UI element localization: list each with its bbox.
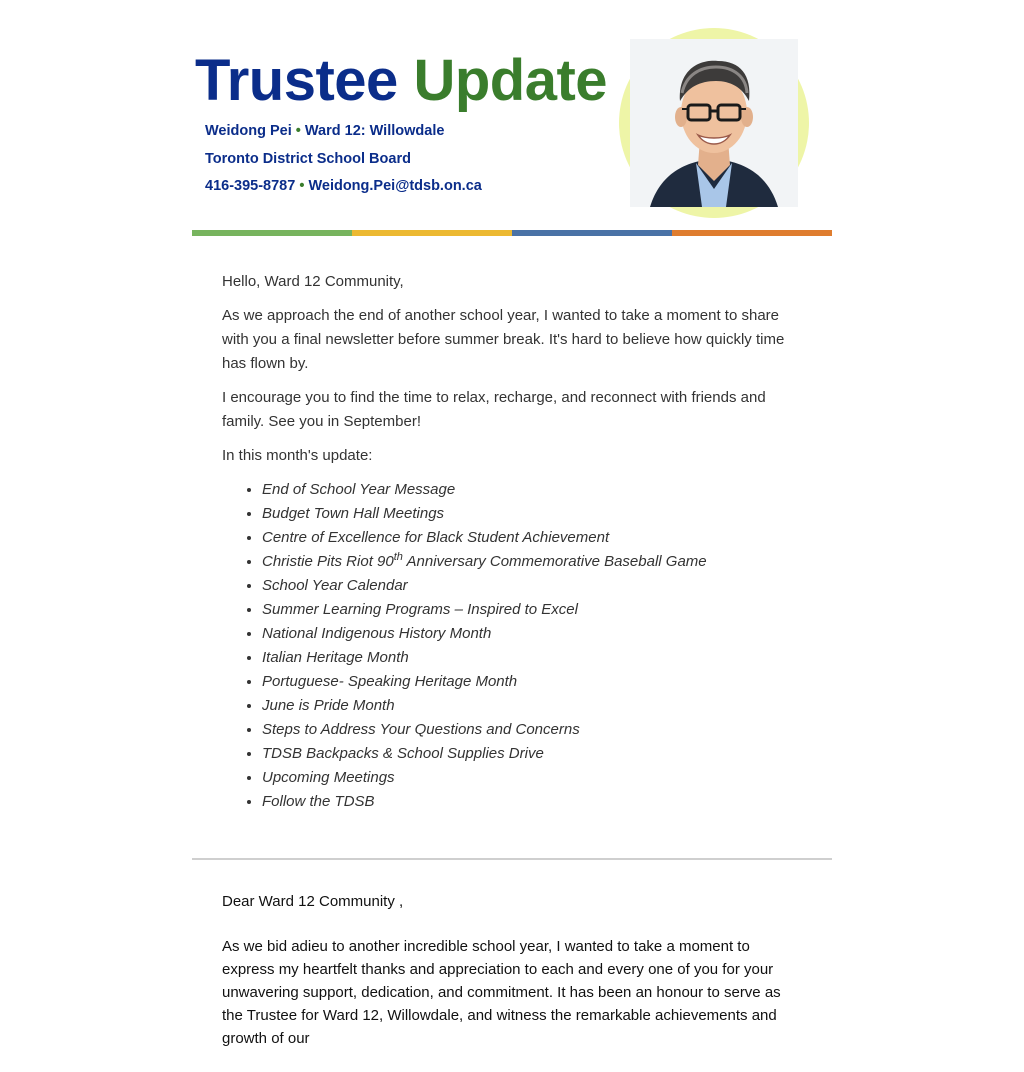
list-item: • School Year Calendar [262, 574, 802, 598]
letter-paragraph: As we bid adieu to another incredible school year, I wanted to take a moment to express my heartfelt thanks and appreciation to each and every one of you for your unwavering support, dedication, and commitment. It has been an honour to serve as the Trustee for Ward 12, Willowdale, and witness the remarkable achievements and growth of our [222, 938, 781, 1047]
list-item: • End of School Year Message [262, 478, 802, 502]
list-item: • Budget Town Hall Meetings [262, 502, 802, 526]
phone-number[interactable]: 416-395-8787 [205, 178, 296, 194]
intro-section [222, 270, 802, 814]
contact-line-name [205, 118, 482, 146]
list-item: • June is Pride Month [262, 694, 802, 718]
color-bar-yellow [352, 230, 512, 236]
list-item: • Italian Heritage Month [262, 646, 802, 670]
list-item: • Portuguese- Speaking Heritage Month [262, 670, 802, 694]
newsletter [192, 0, 832, 1047]
update-list-intro: In this month's update: [222, 447, 373, 464]
trustee-name: Weidong Pei [205, 123, 292, 139]
newsletter-header [192, 0, 832, 236]
intro-paragraph: As we approach the end of another school year, I wanted to take a moment to share with you a final newsletter before summer break. It's hard to believe how quickly time has flown by. [222, 307, 785, 372]
end-of-year-letter [222, 890, 802, 1072]
color-bar-blue [512, 230, 672, 236]
list-item: • Follow the TDSB [262, 790, 802, 814]
section-divider [192, 858, 832, 860]
list-item: • National Indigenous History Month [262, 622, 802, 646]
title-word-trustee: Trustee [195, 48, 398, 113]
list-item-text: Christie Pits Riot 90 [262, 553, 394, 570]
header-color-bar [192, 230, 832, 236]
list-item: • Centre of Excellence for Black Student Achievement [262, 526, 802, 550]
color-bar-orange [672, 230, 832, 236]
trustee-portrait-icon [630, 39, 798, 207]
list-item: • Steps to Address Your Questions and Concerns [262, 718, 802, 742]
greeting: Hello, Ward 12 Community, [222, 273, 404, 290]
separator-bullet: • [295, 123, 301, 139]
newsletter-title [195, 46, 607, 116]
title-word-update: Update [413, 48, 608, 113]
list-item: • Upcoming Meetings [262, 766, 802, 790]
ordinal-suffix: th [393, 551, 403, 563]
trustee-photo [619, 28, 809, 218]
school-board: Toronto District School Board [205, 150, 411, 167]
intro-paragraph: I encourage you to find the time to relax, recharge, and reconnect with friends and family. See you in September! [222, 389, 766, 430]
list-item-text: Anniversary Commemorative Baseball Game [402, 553, 707, 570]
avatar [630, 39, 798, 207]
list-item: • Summer Learning Programs – Inspired to Excel [262, 598, 802, 622]
separator-bullet: • [299, 178, 305, 194]
contact-line-phone-email [205, 173, 482, 201]
contact-block [205, 118, 482, 201]
color-bar-green [192, 230, 352, 236]
update-topic-list [222, 478, 802, 814]
list-item [262, 550, 802, 574]
email-link[interactable]: Weidong.Pei@tdsb.on.ca [308, 178, 482, 194]
ward-label: Ward 12: Willowdale [304, 123, 445, 139]
list-item: • TDSB Backpacks & School Supplies Drive [262, 742, 802, 766]
letter-salutation: Dear Ward 12 Community , [222, 893, 404, 910]
